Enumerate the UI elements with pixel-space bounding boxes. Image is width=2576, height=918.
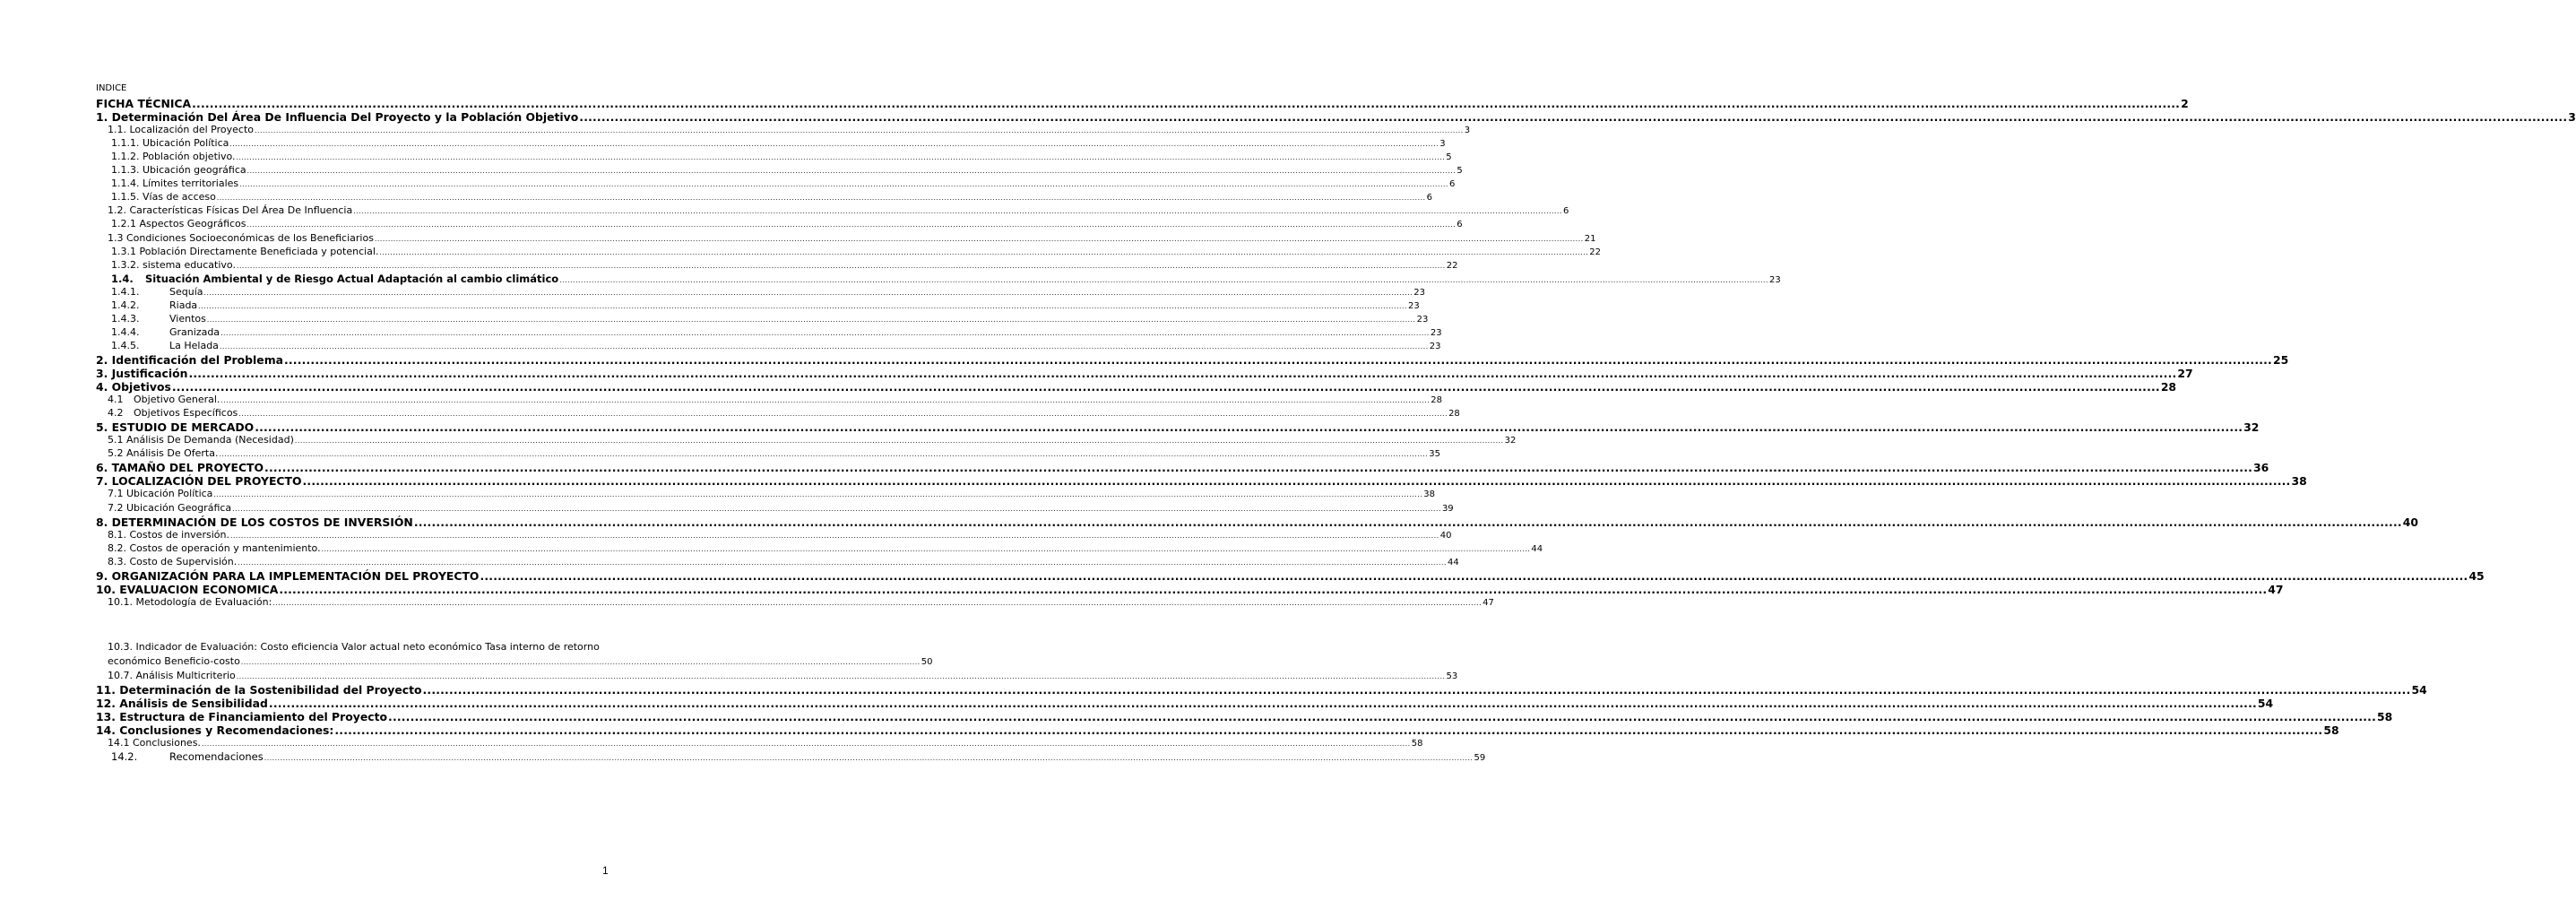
toc-entry-page: 23 [1768, 274, 1781, 285]
page-number: 1 [602, 864, 609, 877]
toc-entry[interactable] [108, 394, 1442, 408]
toc-leader [423, 683, 2411, 697]
toc-entry-page: 58 [1411, 739, 1423, 749]
toc-leader [229, 140, 1439, 148]
toc-leader [192, 97, 2180, 110]
toc-leader [202, 740, 1411, 748]
toc-entry-page: 47 [2268, 582, 2284, 596]
toc-entry-page: 3 [2568, 110, 2576, 125]
toc-entry-title: Riada [169, 299, 198, 311]
toc-entry[interactable] [111, 299, 1420, 314]
toc-entry-page: 54 [2257, 697, 2274, 711]
toc-leader [295, 437, 1504, 445]
toc-entry-page: 39 [1441, 503, 1454, 514]
toc-entry-title: FICHA TÉCNICA [96, 97, 192, 110]
toc-entry[interactable] [111, 245, 1601, 260]
toc-entry[interactable] [108, 407, 1460, 421]
toc-entry-title: 8.1. Costos de inversión. [108, 528, 229, 541]
toc-entry-title: Vientos [169, 312, 206, 325]
toc-entry-title: 10.7. Análisis Multicriterio [108, 670, 236, 681]
toc-entry-title: Granizada [169, 325, 220, 338]
toc-entry[interactable] [96, 697, 2274, 711]
toc-entry-title: 14.1 Conclusiones. [108, 737, 201, 749]
toc-entry-page: 32 [2243, 420, 2260, 435]
toc-entry[interactable] [96, 110, 2576, 125]
toc-entry[interactable] [111, 285, 1426, 300]
toc-entry[interactable] [111, 137, 1446, 152]
toc-entry-page: 35 [1429, 449, 1440, 460]
toc-entry-page: 58 [2377, 710, 2393, 724]
toc-entry-number: 1.4. [111, 272, 134, 285]
toc-entry-title: 14. Conclusiones y Recomendaciones: [96, 723, 334, 738]
toc-entry-page: 47 [1482, 597, 1494, 608]
toc-entry[interactable] [108, 541, 1543, 557]
toc-entry[interactable] [96, 723, 2339, 738]
toc-entry[interactable] [96, 420, 2260, 435]
toc-entry-title: 9. ORGANIZACIÓN PARA LA IMPLEMENTACIÓN DEL PROYECTO [96, 568, 480, 583]
toc-leader [230, 532, 1439, 540]
toc-leader [284, 353, 2272, 367]
toc-entry-page: 44 [1447, 557, 1459, 567]
toc-leader [220, 396, 1430, 404]
toc-leader [220, 342, 1429, 351]
toc-entry-title: 1. Determinación Del Área De Influencia Del Proyecto y la Población Objetivo [96, 110, 579, 125]
toc-leader [237, 672, 1446, 680]
toc-entry[interactable] [111, 191, 1432, 205]
toc-entry-page: 36 [2253, 461, 2269, 475]
toc-entry-title: 1.1.3. Ubicación geográfica [111, 164, 246, 177]
toc-entry[interactable] [111, 151, 1452, 165]
toc-entry-title: 1.1.2. Población objetivo. [111, 151, 236, 163]
toc-entry-title: 10.1. Metodología de Evaluación: [108, 595, 272, 608]
toc-entry[interactable] [96, 710, 2393, 724]
toc-entry[interactable] [108, 555, 1459, 570]
toc-entry[interactable] [108, 737, 1423, 751]
toc-entry-page: 38 [1423, 489, 1435, 500]
toc-entry-title: 7.1 Ubicación Política [108, 488, 213, 500]
toc-entry-title: 1.3 Condiciones Socioeconómicas de los Beneficiarios [108, 231, 374, 244]
toc-leader [238, 410, 1448, 418]
toc-entry-title: 1.3.1 Población Directamente Beneficiada y potencial. [111, 245, 379, 257]
toc-entry-title: 5.1 Análisis De Demanda (Necesidad) [108, 434, 294, 446]
toc-entry-page: 44 [1531, 543, 1543, 554]
toc-entry-title-line2: económico Beneficio-costo [108, 655, 240, 667]
toc-entry-page: 59 [1474, 753, 1486, 764]
toc-leader [238, 559, 1447, 567]
toc-leader [272, 599, 1482, 607]
toc-entry-page: 40 [1439, 530, 1452, 541]
toc-entry-number: 1.4.5. [111, 339, 140, 351]
toc-leader [255, 420, 2243, 434]
toc-entry-page: 32 [1504, 436, 1517, 446]
toc-entry[interactable] [108, 231, 1596, 247]
toc-entry-page: 2 [2181, 97, 2189, 110]
toc-entry-page: 6 [1448, 179, 1456, 190]
toc-entry-number: 14.2. [111, 750, 138, 764]
toc-leader [480, 569, 2468, 583]
toc-leader [264, 461, 2252, 474]
toc-entry[interactable] [108, 434, 1517, 448]
toc-entry[interactable] [111, 258, 1458, 273]
toc-entry-title: 1.3.2. sistema educativo. [111, 258, 236, 271]
toc-leader [322, 545, 1531, 553]
toc-entry-title: 1.1.1. Ubicación Política [111, 137, 229, 150]
toc-entry-number: 4.1 [108, 394, 124, 406]
toc-entry-title: 5.2 Análisis De Oferta. [108, 447, 219, 460]
toc-entry-page: 45 [2468, 568, 2485, 583]
toc-entry[interactable] [111, 312, 1429, 327]
toc-leader [579, 110, 2567, 124]
toc-leader [236, 153, 1445, 161]
toc-leader [279, 583, 2267, 596]
toc-entry[interactable] [111, 178, 1456, 192]
toc-entry-page: 25 [2272, 352, 2289, 367]
toc-entry-title: 8. DETERMINACIÓN DE LOS COSTOS DE INVERSIÓN [96, 515, 413, 529]
toc-entry-title: 4. Objetivos [96, 380, 171, 394]
toc-leader [255, 126, 1464, 134]
toc-entry-title: 7. LOCALIZACIÓN DEL PROYECTO [96, 474, 302, 489]
toc-entry-number: 1.4.2. [111, 299, 140, 311]
toc-entry-title: 8.2. Costos de operación y mantenimiento. [108, 541, 321, 554]
toc-leader [188, 367, 2176, 380]
toc-entry-title: 1.1. Localización del Proyecto [108, 124, 254, 136]
toc-leader [213, 490, 1422, 498]
toc-entry-page: 40 [2402, 515, 2419, 529]
toc-entry[interactable] [108, 447, 1440, 462]
toc-entry-page: 3 [1464, 126, 1471, 136]
toc-entry[interactable] [96, 352, 2289, 368]
toc-entry-wrapped[interactable] [108, 641, 933, 670]
toc-entry-page: 3 [1439, 139, 1446, 150]
toc-entry[interactable] [108, 488, 1435, 502]
toc-entry-title: 6. TAMAÑO DEL PROYECTO [96, 461, 264, 475]
toc-entry-number: 1.4.4. [111, 325, 140, 338]
toc-entry-page: 58 [2323, 723, 2339, 738]
toc-entry-title: 11. Determinación de la Sostenibilidad del Proyecto [96, 683, 422, 697]
toc-entry-title: 1.2.1 Aspectos Geográficos [111, 218, 246, 230]
toc-entry-title: Situación Ambiental y de Riesgo Actual Adaptación al cambio climático [145, 272, 559, 285]
toc-leader [379, 248, 1588, 256]
toc-entry-page: 21 [1584, 233, 1596, 244]
toc-entry[interactable] [96, 568, 2485, 584]
toc-entry-page: 23 [1413, 287, 1426, 298]
toc-entry[interactable] [108, 501, 1454, 516]
toc-entry[interactable] [111, 325, 1442, 341]
toc-entry-page: 23 [1407, 300, 1420, 311]
toc-entry-page: 38 [2291, 474, 2307, 489]
toc-entry-page: 5 [1457, 166, 1463, 177]
toc-entry[interactable] [96, 683, 2427, 697]
toc-entry-title: 3. Justificación [96, 367, 188, 380]
toc-entry-number: 1.4.1. [111, 285, 140, 298]
toc-leader [559, 276, 1768, 284]
toc-entry-number: 4.2 [108, 407, 124, 420]
toc-entry[interactable] [111, 750, 1486, 765]
toc-entry[interactable] [96, 97, 2189, 111]
toc-leader [198, 302, 1407, 310]
toc-leader [303, 474, 2291, 488]
toc-entry-page: 27 [2177, 367, 2193, 380]
toc-entry-number: 1.4.3. [111, 312, 140, 325]
toc-entry-title: 13. Estructura de Financiamiento del Proyecto [96, 710, 388, 724]
toc-entry-title: 5. ESTUDIO DE MERCADO [96, 420, 255, 435]
toc-leader [334, 723, 2322, 737]
toc-entry-title: Objetivo General. [134, 394, 220, 406]
toc-entry[interactable] [96, 380, 2177, 394]
toc-entry-title: 8.3. Costo de Supervisión. [108, 555, 238, 567]
toc-entry-page: 22 [1589, 247, 1601, 257]
toc-entry-page: 53 [1446, 671, 1458, 681]
toc-leader [219, 450, 1428, 458]
toc-entry-page: 6 [1563, 206, 1569, 217]
toc-entry-page: 5 [1446, 152, 1452, 163]
toc-entry[interactable] [111, 272, 1781, 287]
index-heading: INDICE [96, 83, 127, 93]
toc-leader [232, 505, 1441, 513]
toc-entry[interactable] [108, 204, 1569, 219]
toc-entry-page: 23 [1430, 327, 1442, 338]
toc-entry-title: La Helada [169, 339, 219, 351]
toc-entry-title: 2. Identificación del Problema [96, 352, 283, 367]
toc-entry-title: 10. EVALUACION ECONOMICA [96, 582, 279, 596]
toc-entry-page: 6 [1426, 193, 1432, 204]
toc-entry-title-line1: 10.3. Indicador de Evaluación: Costo eficiencia Valor actual neto económico Tasa interno de retorno [108, 641, 600, 653]
toc-entry-title: 1.1.5. Vías de acceso [111, 191, 216, 204]
toc-leader: .............................................................................................................................................................................................................................................................. [240, 658, 921, 666]
toc-entry-title: Recomendaciones [169, 750, 264, 764]
toc-leader [247, 221, 1457, 229]
toc-leader [247, 167, 1457, 175]
toc-entry[interactable] [96, 515, 2419, 530]
toc-leader [388, 710, 2376, 723]
toc-leader [172, 380, 2160, 394]
toc-entry[interactable] [111, 339, 1441, 354]
toc-entry-title: Objetivos Específicos [134, 407, 238, 420]
toc-leader [414, 515, 2402, 529]
toc-entry[interactable] [111, 164, 1463, 178]
toc-entry[interactable] [96, 474, 2307, 489]
toc-entry[interactable] [108, 124, 1471, 138]
toc-entry-page: 50 [921, 657, 933, 667]
toc-entry-page: 23 [1416, 314, 1429, 325]
toc-entry-page: 22 [1446, 260, 1458, 271]
toc-entry[interactable] [108, 595, 1494, 611]
toc-entry-page: 23 [1429, 341, 1441, 351]
toc-entry-title: 1.1.4. Límites territoriales [111, 178, 239, 190]
toc-leader [269, 697, 2257, 710]
toc-entry-title: Sequía [169, 285, 203, 298]
toc-entry-page: 28 [1448, 409, 1460, 420]
toc-entry[interactable] [111, 218, 1463, 232]
toc-leader [217, 194, 1426, 202]
toc-leader [237, 262, 1446, 270]
toc-entry-page: 28 [1431, 395, 1442, 406]
toc-leader [204, 289, 1413, 297]
toc-entry[interactable] [108, 528, 1452, 543]
toc-leader [239, 180, 1448, 188]
toc-leader [375, 235, 1584, 243]
toc-entry-title: 1.2. Características Físicas Del Área De Influencia [108, 204, 353, 217]
toc-leader [207, 316, 1416, 324]
toc-leader [220, 329, 1430, 337]
toc-entry[interactable] [108, 670, 1458, 684]
toc-entry-page: 28 [2160, 380, 2177, 394]
toc-entry-title: 7.2 Ubicación Geográfica [108, 501, 232, 514]
toc-entry-page: 54 [2411, 683, 2427, 697]
toc-leader [264, 754, 1474, 762]
toc-entry[interactable] [96, 461, 2269, 475]
toc-entry[interactable] [96, 367, 2193, 381]
toc-entry-title: 12. Análisis de Sensibilidad [96, 697, 268, 711]
toc-entry-page: 6 [1457, 220, 1463, 230]
toc-leader [353, 207, 1562, 215]
toc-entry[interactable] [96, 582, 2284, 597]
